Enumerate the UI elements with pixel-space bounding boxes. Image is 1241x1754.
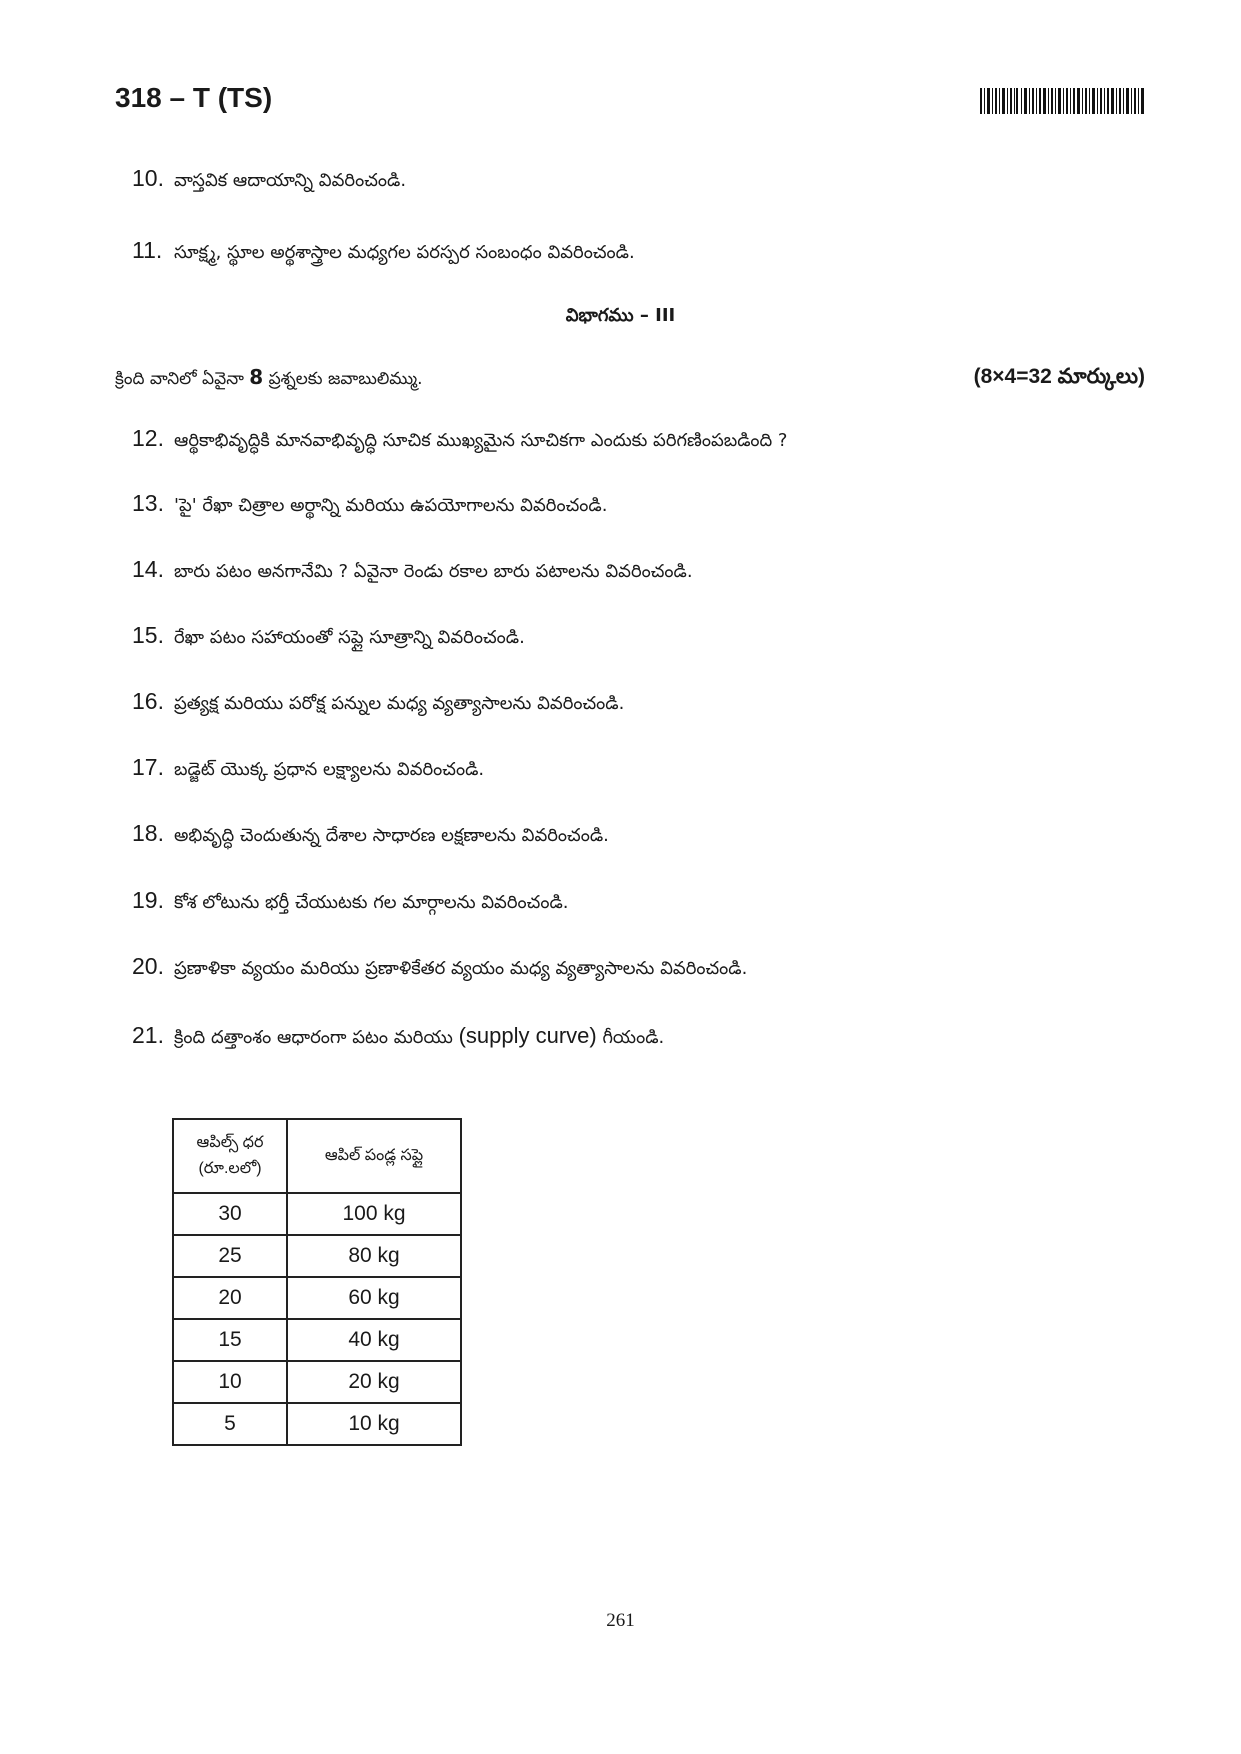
supply-cell: 80 kg bbox=[287, 1235, 461, 1277]
question-number: 16. bbox=[132, 688, 164, 714]
question-14 bbox=[132, 556, 1132, 585]
question-text: రేఖా పటం సహాయంతో సప్లై సూత్రాన్ని వివరించండి. bbox=[174, 627, 525, 648]
question-text-post: గీయండి. bbox=[596, 1027, 665, 1048]
page-number: 261 bbox=[606, 1610, 635, 1631]
question-text: 'పై' రేఖా చిత్రాల అర్థాన్ని మరియు ఉపయోగాలను వివరించండి. bbox=[174, 495, 608, 516]
section-instruction bbox=[115, 365, 1145, 395]
question-11 bbox=[132, 237, 1132, 266]
supply-column-header: ఆపిల్ పండ్ల సప్లై bbox=[287, 1119, 461, 1193]
question-number: 14. bbox=[132, 556, 164, 582]
supply-data-table bbox=[172, 1118, 462, 1446]
question-number: 20. bbox=[132, 953, 164, 979]
question-16 bbox=[132, 688, 1132, 717]
price-cell: 30 bbox=[173, 1193, 287, 1235]
marks-allocation: (8×4=32 మార్కులు) bbox=[973, 365, 1145, 388]
question-17 bbox=[132, 754, 1132, 783]
table-row bbox=[173, 1361, 461, 1403]
question-number: 12. bbox=[132, 425, 164, 451]
price-cell: 20 bbox=[173, 1277, 287, 1319]
barcode bbox=[980, 88, 1145, 114]
price-cell: 10 bbox=[173, 1361, 287, 1403]
question-text: ఆర్థికాభివృద్ధికి మానవాభివృద్ధి సూచిక ముఖ్యమైన సూచికగా ఎందుకు పరిగణింపబడింది ? bbox=[174, 430, 788, 451]
table-row bbox=[173, 1235, 461, 1277]
table-row bbox=[173, 1193, 461, 1235]
question-number: 11. bbox=[132, 237, 163, 263]
question-text: బారు పటం అనగానేమి ? ఏవైనా రెండు రకాల బారు పటాలను వివరించండి. bbox=[174, 561, 693, 582]
question-text: బడ్జెట్ యొక్క ప్రధాన లక్ష్యాలను వివరించండి. bbox=[174, 759, 485, 780]
question-15 bbox=[132, 622, 1132, 651]
question-text-english: (supply curve) bbox=[458, 1023, 597, 1048]
question-13 bbox=[132, 490, 1132, 519]
price-header-line1: ఆపిల్స్ ధర bbox=[196, 1134, 264, 1151]
question-text: సూక్ష్మ, స్థూల అర్థశాస్త్రాల మధ్యగల పరస్పర సంబంధం వివరించండి. bbox=[174, 242, 635, 263]
question-number: 17. bbox=[132, 754, 164, 780]
question-text: ప్రణాళికా వ్యయం మరియు ప్రణాళికేతర వ్యయం మధ్య వ్యత్యాసాలను వివరించండి. bbox=[174, 958, 748, 979]
table-row bbox=[173, 1403, 461, 1445]
table-row bbox=[173, 1319, 461, 1361]
table-row bbox=[173, 1277, 461, 1319]
question-number: 10. bbox=[132, 165, 164, 191]
paper-code: 318 – T (TS) bbox=[115, 82, 273, 113]
question-20 bbox=[132, 953, 1132, 982]
question-text: కోశ లోటును భర్తీ చేయుటకు గల మార్గాలను వివరించండి. bbox=[174, 892, 569, 913]
question-text: అభివృద్ధి చెందుతున్న దేశాల సాధారణ లక్షణాలను వివరించండి. bbox=[174, 825, 609, 846]
question-21 bbox=[132, 1022, 1132, 1051]
instruction-count: 8 bbox=[249, 365, 264, 389]
question-number: 13. bbox=[132, 490, 164, 516]
supply-cell: 40 kg bbox=[287, 1319, 461, 1361]
table-header-row bbox=[173, 1119, 461, 1193]
question-text-pre: క్రింది దత్తాంశం ఆధారంగా పటం మరియు bbox=[174, 1027, 459, 1048]
question-number: 15. bbox=[132, 622, 164, 648]
supply-cell: 100 kg bbox=[287, 1193, 461, 1235]
instruction-text-post: ప్రశ్నలకు జవాబులిమ్ము. bbox=[263, 369, 423, 389]
question-18 bbox=[132, 820, 1132, 849]
price-header-line2: (రూ.లలో) bbox=[198, 1160, 262, 1177]
price-cell: 5 bbox=[173, 1403, 287, 1445]
question-text: వాస్తవిక ఆదాయాన్ని వివరించండి. bbox=[174, 170, 407, 191]
section-title: విభాగము – III bbox=[565, 305, 676, 326]
instruction-text-pre: క్రింది వానిలో ఏవైనా bbox=[115, 369, 250, 389]
page-header bbox=[115, 82, 1145, 122]
supply-cell: 20 kg bbox=[287, 1361, 461, 1403]
supply-cell: 10 kg bbox=[287, 1403, 461, 1445]
question-19 bbox=[132, 887, 1132, 916]
question-10 bbox=[132, 165, 1132, 194]
price-cell: 15 bbox=[173, 1319, 287, 1361]
question-number: 21. bbox=[132, 1022, 164, 1048]
supply-cell: 60 kg bbox=[287, 1277, 461, 1319]
question-12 bbox=[132, 425, 1132, 454]
question-number: 18. bbox=[132, 820, 164, 846]
question-number: 19. bbox=[132, 887, 164, 913]
question-text: ప్రత్యక్ష మరియు పరోక్ష పన్నుల మధ్య వ్యత్యాసాలను వివరించండి. bbox=[174, 693, 625, 714]
price-cell: 25 bbox=[173, 1235, 287, 1277]
price-column-header bbox=[173, 1119, 287, 1193]
